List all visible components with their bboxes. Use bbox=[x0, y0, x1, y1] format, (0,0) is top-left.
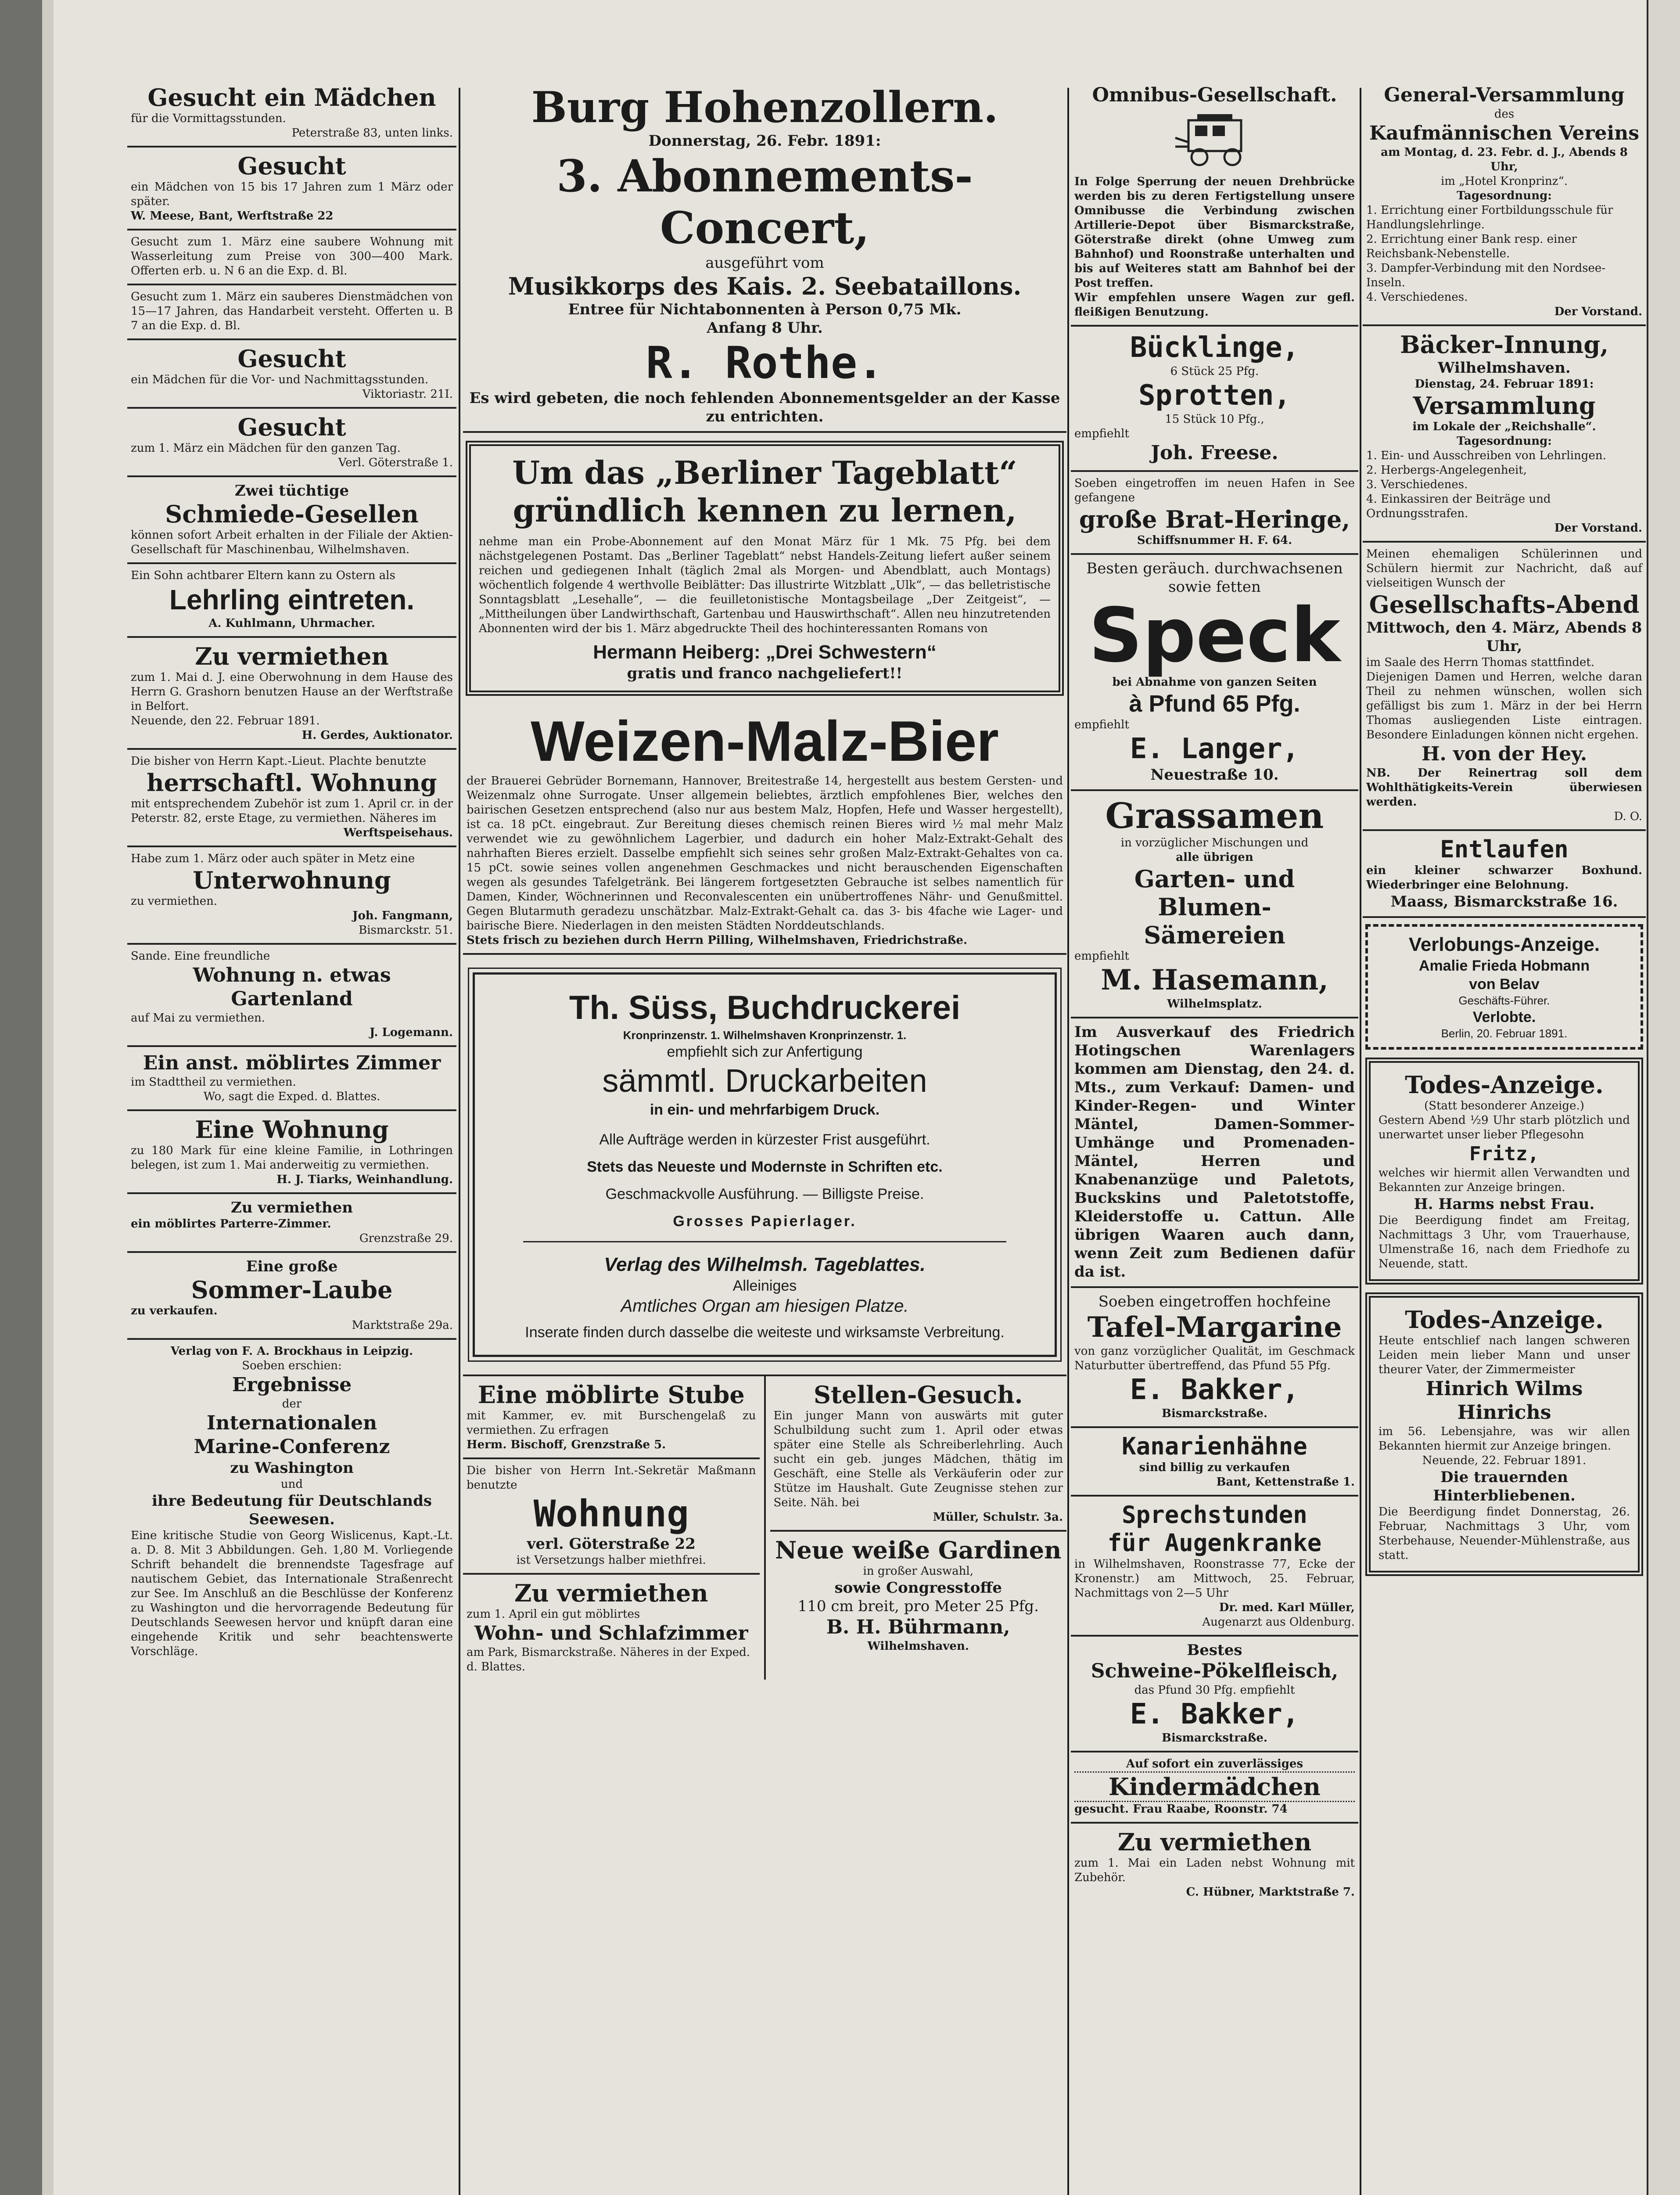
ad-signature: H. Gerdes, Auktionator. bbox=[302, 729, 453, 742]
ad-text: im Lokale der „Reichshalle“. bbox=[1412, 420, 1596, 433]
ad-text: Die bisher von Herrn Int.-Sekretär Maßmann benutzte bbox=[467, 1464, 756, 1492]
ad-signature: Joh. Freese. bbox=[1151, 442, 1278, 464]
ad-text: sowie Congresstoffe bbox=[834, 1579, 1002, 1597]
ad-kicker: Zwei tüchtige bbox=[234, 482, 349, 500]
ad-text: Habe zum 1. März oder auch später in Metz eine bbox=[131, 852, 415, 865]
bottom-left bbox=[463, 1376, 766, 1680]
ad-title: Sprechstunden bbox=[1122, 1501, 1307, 1529]
ad-parterre-zimmer bbox=[127, 1194, 456, 1253]
ad-text: Ein junger Mann von auswärts mit guter Schulbildung sucht zum 1. April oder etwas später eine Stelle als Schreiberlehrling. Auch sucht ein geb. junges Mädchen, thätig im Geschäft, eine Stelle als Verkäuferin oder zur Stütze im Haushalt. Gute Zeugnisse stehen zur Seite. Näh. bei bbox=[773, 1409, 1063, 1509]
ad-address: Grenzstraße 29. bbox=[359, 1232, 453, 1245]
agenda-item: 4. Verschiedenes. bbox=[1366, 291, 1468, 304]
ad-text: nehme man ein Probe-Abonnement auf den Monat März für 1 Mk. 75 Pfg. bei dem nächstgelegenen Postamt. Das „Berliner Tageblatt“ nebst Handels-Zeitung liefert außer seinem reichen und gediegenen Inhalt (täglich 2mal als Morgen- und Abendblatt, auch Montags) wöchentlich folgende 4 werthvolle Beiblätter: Das illustrirte Witzblatt „Ulk“, — das belletristische Sonntagsblatt „Lesehalle“, — die feuilletonistische Montagsbeilage „Der Zeitgeist“, — „Mittheilungen über Landwirthschaft, Gartenbau und Hauswirthschaft“. Allen neu hinzutretenden Abonnenten wird der bis 1. März abgedruckte Theil des hochinteressanten Romans von bbox=[479, 535, 1051, 635]
ad-title: Verlobungs-Anzeige. bbox=[1408, 934, 1600, 955]
ad-text: Inserate finden durch dasselbe die weiteste und wirksamste Verbreitung. bbox=[525, 1324, 1005, 1341]
ad-gesucht-3 bbox=[127, 340, 456, 409]
ad-title: Gesucht bbox=[237, 152, 346, 180]
ad-entlaufen bbox=[1363, 831, 1646, 918]
ad-text: Auf sofort ein zuverlässiges bbox=[1126, 1757, 1303, 1770]
ad-name: Fritz, bbox=[1469, 1143, 1539, 1165]
ad-title: Schweine-Pökelfleisch, bbox=[1091, 1660, 1339, 1682]
ad-title: Unterwohnung bbox=[193, 866, 391, 894]
ad-text: In Folge Sperrung der neuen Drehbrücke werden bis zu deren Fertigstellung unsere Omnibusse die Verbindung zwischen Artillerie-Depot über Bismarckstraße, Göterstraße direkt (ohne Umweg zum Bahnhof) und Roonstraße unterhalten und bis auf Weiteres statt am Bahnhof bei der Post treffen. bbox=[1074, 175, 1355, 290]
ad-signature: E. Bakker, bbox=[1130, 1698, 1299, 1731]
ad-date: Mittwoch, den 4. März, Abends 8 Uhr, bbox=[1366, 619, 1642, 655]
ad-grassamen bbox=[1071, 791, 1358, 1018]
ad-price: 6 Stück 25 Pfg. bbox=[1170, 365, 1259, 378]
ad-text: zum 1. März ein Mädchen für den ganzen Tag. bbox=[131, 442, 401, 455]
ad-augenkranke bbox=[1071, 1497, 1358, 1637]
ad-address: Viktoriastr. 21I. bbox=[362, 388, 453, 401]
ad-text: Gesucht zum 1. März ein sauberes Dienstmädchen von 15—17 Jahren, das Handarbeit versteht. Offerten u. B 7 an die Exp. d. Bl. bbox=[131, 290, 453, 332]
ad-text: des bbox=[1494, 108, 1515, 121]
ad-text: Gestern Abend ½9 Uhr starb plötzlich und unerwartet unser lieber Pflegesohn bbox=[1378, 1114, 1630, 1141]
ad-title: Wohnung bbox=[533, 1492, 689, 1535]
ad-text: empfiehlt bbox=[1074, 950, 1129, 963]
ad-herrschaftl-wohnung bbox=[127, 750, 456, 847]
ad-address: verl. Göterstraße 22 bbox=[527, 1535, 696, 1553]
ad-wohnung-goeker bbox=[463, 1459, 760, 1575]
ad-kindermaedchen bbox=[1071, 1752, 1358, 1824]
ad-text: ausgeführt vom bbox=[705, 254, 824, 272]
ad-title: Zu vermiethen bbox=[514, 1579, 708, 1607]
ad-text: und bbox=[280, 1478, 303, 1491]
ad-title: Entlaufen bbox=[1440, 835, 1569, 863]
ad-signature: Der Vorstand. bbox=[1554, 522, 1642, 535]
ad-address: Bismarckstraße. bbox=[1162, 1731, 1267, 1745]
ad-signature: E. Langer, bbox=[1130, 733, 1299, 765]
ad-text: Schiffsnummer H. F. 64. bbox=[1137, 534, 1292, 547]
ad-text: welches wir hiermit allen Verwandten und Bekannten zur Anzeige bringen. bbox=[1378, 1166, 1630, 1194]
ad-title: Sommer-Laube bbox=[191, 1276, 393, 1304]
ad-text: empfiehlt sich zur Anfertigung bbox=[667, 1044, 863, 1060]
ad-text: Tagesordnung: bbox=[1457, 435, 1552, 448]
ad-title: Schmiede-Gesellen bbox=[165, 500, 419, 528]
ad-text: Wilhelmshaven. bbox=[1438, 359, 1571, 377]
ad-moeblirte-stube bbox=[463, 1376, 760, 1459]
ad-signature: C. Hübner, Marktstraße 7. bbox=[1186, 1886, 1355, 1899]
bottom-split bbox=[463, 1375, 1066, 1680]
ad-text: zum 1. Mai d. J. eine Oberwohnung in dem Hause des Herrn G. Grashorn benutzen Hause an der Werftstraße in Belfort. bbox=[131, 671, 453, 713]
ad-title: General-Versammlung bbox=[1384, 84, 1625, 106]
ad-address: am Park, Bismarckstraße. Näheres in der Exped. d. Blattes. bbox=[467, 1646, 750, 1673]
ad-signature: M. Hasemann, bbox=[1101, 964, 1328, 997]
ad-wohnung-gesucht bbox=[127, 230, 456, 285]
column-rule bbox=[1067, 88, 1069, 2195]
ad-title: Gesucht bbox=[237, 413, 346, 441]
ad-text: Geschmackvolle Ausführung. — Billigste Preise. bbox=[605, 1186, 924, 1202]
ad-signature: Joh. Fangmann, bbox=[352, 909, 453, 922]
ad-address: Wilhelmsplatz. bbox=[1167, 997, 1262, 1011]
ad-signature: W. Meese, Bant, Werftstraße 22 bbox=[131, 209, 334, 223]
ad-signature: B. H. Bührmann, bbox=[826, 1616, 1010, 1638]
ad-kanarienhaehne bbox=[1071, 1428, 1358, 1497]
ad-date: Neuende, 22. Februar 1891. bbox=[1422, 1454, 1587, 1467]
ad-address: Augenarzt aus Oldenburg. bbox=[1202, 1616, 1355, 1629]
ad-signature: Dr. med. Karl Müller, bbox=[1219, 1601, 1355, 1614]
ad-unterwohnung bbox=[127, 847, 456, 945]
ad-title: für Augenkranke bbox=[1107, 1529, 1322, 1557]
ad-text: Wir empfehlen unsere Wagen zur gefl. fleißigen Benutzung. bbox=[1074, 291, 1355, 319]
ad-general-versammlung bbox=[1363, 79, 1646, 326]
ad-brat-heringe bbox=[1071, 472, 1358, 555]
ad-text: für die Vormittagsstunden. bbox=[131, 112, 286, 125]
ad-title: 3. Abonnements-Concert, bbox=[556, 150, 973, 254]
ad-gesucht-4 bbox=[127, 409, 456, 477]
ad-title: Gesucht bbox=[237, 345, 346, 373]
ad-text: Grosses Papierlager. bbox=[673, 1213, 857, 1230]
ad-zu-vermiethen-2 bbox=[463, 1575, 760, 1680]
ad-text: in ein- und mehrfarbigem Druck. bbox=[650, 1101, 880, 1118]
ad-margarine bbox=[1071, 1288, 1358, 1428]
ad-text: ist Versetzungs halber miethfrei. bbox=[516, 1554, 706, 1567]
ad-todes-anzeige-2 bbox=[1365, 1292, 1643, 1576]
ad-address: Bant, Kettenstraße 1. bbox=[1216, 1475, 1355, 1489]
ad-date: Donnerstag, 26. Febr. 1891: bbox=[648, 132, 881, 150]
ad-title: Todes-Anzeige. bbox=[1405, 1306, 1604, 1334]
ad-address: Wilhelmshaven. bbox=[867, 1640, 969, 1653]
ad-title: ihre Bedeutung für Deutschlands Seewesen. bbox=[151, 1492, 432, 1528]
ad-name: von Belav bbox=[1469, 976, 1540, 993]
ad-gesellschafts-abend bbox=[1363, 543, 1646, 831]
ad-title: Bäcker-Innung, bbox=[1400, 331, 1608, 359]
ad-title: Kanarienhähne bbox=[1122, 1432, 1307, 1460]
ad-title: herrschaftl. Wohnung bbox=[147, 769, 437, 797]
ad-signature: R. Rothe. bbox=[646, 337, 884, 389]
ad-signature: A. Kuhlmann, Uhrmacher. bbox=[208, 617, 375, 630]
ad-title: Kaufmännischen Vereins bbox=[1369, 122, 1640, 144]
ad-zimmer bbox=[127, 1047, 456, 1111]
ad-text: Die Beerdigung findet Donnerstag, 26. Februar, Nachmittags 3 Uhr, vom Sterbehause, Neuender-Mühlenstraße, aus statt. bbox=[1378, 1505, 1630, 1562]
next-page-edge bbox=[1647, 0, 1680, 2195]
ad-text: im 56. Lebensjahre, was wir allen Bekannten hiermit zur Anzeige bringen. bbox=[1378, 1425, 1630, 1453]
ad-title: Ein anst. möblirtes Zimmer bbox=[143, 1052, 441, 1074]
ad-text: (Statt besonderer Anzeige.) bbox=[1424, 1099, 1584, 1112]
ad-signature: H. J. Tiarks, Weinhandlung. bbox=[276, 1173, 453, 1186]
ad-title: Bücklinge, bbox=[1130, 331, 1299, 364]
ad-title: Grassamen bbox=[1105, 795, 1324, 836]
ad-signature: H. Harms nebst Frau. bbox=[1414, 1195, 1595, 1213]
ad-title: Speck bbox=[1088, 592, 1341, 679]
ad-title: Garten- und Blumen- bbox=[1134, 865, 1295, 921]
ad-signature: H. von der Hey. bbox=[1421, 743, 1587, 765]
ad-text: Im Ausverkauf des Friedrich Hotingschen Warenlagers kommen am Dienstag, den 24. d. Mts., zum Verkauf: Damen- und Kinder-Regen- und Winter Mäntel, Damen-Sommer-Umhänge und Promenaden-Mäntel, Herren und Knabenanzüge und Paletots, Buckskins und Paletotstoffe, Kleiderstoffe u. Cattun. Alle übrigen Waaren auch dann, wenn Zeit zum Bedienen dafür da ist. bbox=[1074, 1023, 1355, 1281]
ad-text: Stets frisch zu beziehen durch Herrn Pilling, Wilhelmshaven, Friedrichstraße. bbox=[467, 934, 968, 947]
agenda-item: 3. Dampfer-Verbindung mit den Nordsee-Inseln. bbox=[1366, 262, 1606, 289]
ad-text: bei Abnahme von ganzen Seiten bbox=[1112, 676, 1317, 689]
ad-text: Heute entschlief nach langen schweren Leiden mein lieber Mann und unser theurer Vater, der Zimmermeister bbox=[1378, 1334, 1630, 1376]
ad-text: Es wird gebeten, die noch fehlenden Abonnementsgelder an der Kasse zu entrichten. bbox=[469, 389, 1060, 425]
ad-signature: D. O. bbox=[1614, 810, 1642, 823]
column-1 bbox=[127, 79, 456, 2195]
ad-buecklinge bbox=[1071, 327, 1358, 472]
ad-text: sind billig zu verkaufen bbox=[1139, 1461, 1290, 1474]
ad-schmiede bbox=[127, 477, 456, 564]
ad-signature: Werftspeisehaus. bbox=[343, 826, 453, 839]
ad-text: Eine kritische Studie von Georg Wislicenus, Kapt.-Lt. a. D. 8. Mit 3 Abbildungen. Geh. 1,80 M. Vorliegende Schrift behandelt die brennendste Tagesfrage auf nautischem Gebiet, das Internationale Straßenrecht zur See. Im Anschluß an die Beschlüsse der Konferenz zu Washington und die hervorragende Bedeutung für Deutschlands Seewesen hervor und knüpft daran eine eingehende Kritik und sehr beachtenswerte Vorschläge. bbox=[131, 1529, 453, 1658]
ad-title: Wohnung n. etwas Gartenland bbox=[193, 964, 391, 1010]
ad-text: ein Mädchen von 15 bis 17 Jahren zum 1 März oder später. bbox=[131, 180, 453, 208]
ad-title: Zu vermiethen bbox=[1117, 1828, 1312, 1856]
agenda-item: 3. Verschiedenes. bbox=[1366, 478, 1468, 491]
column-3 bbox=[1071, 79, 1358, 2195]
ad-gesucht-maedchen bbox=[127, 79, 456, 148]
ad-text: Verlobte. bbox=[1472, 1009, 1536, 1026]
ad-signature: J. Logemann. bbox=[370, 1026, 453, 1039]
ad-title: gründlich kennen zu lernen, bbox=[513, 492, 1017, 529]
ad-text: Soeben eingetroffen im neuen Hafen in See gefangene bbox=[1074, 477, 1355, 504]
ad-title: Tafel-Margarine bbox=[1087, 1311, 1342, 1344]
ad-address: Peterstraße 83, unten links. bbox=[291, 126, 453, 140]
ad-sommerlaube bbox=[127, 1253, 456, 1340]
omnibus-carriage-icon bbox=[1074, 112, 1355, 170]
ad-text: in vorzüglicher Mischungen und bbox=[1120, 836, 1309, 849]
ad-suess-buchdruckerei bbox=[473, 972, 1057, 1357]
ad-title: Ergebnisse bbox=[232, 1374, 352, 1396]
ad-name: Amalie Frieda Hobmann bbox=[1418, 957, 1590, 974]
ad-title: Neue weiße Gardinen bbox=[775, 1536, 1062, 1564]
ad-title: Stellen-Gesuch. bbox=[814, 1381, 1023, 1409]
ad-address: Bismarckstr. 51. bbox=[359, 924, 453, 937]
ad-date: Neuende, den 22. Februar 1891. bbox=[131, 714, 320, 727]
ad-text: mit entsprechendem Zubehör ist zum 1. April cr. in der Peterstr. 82, erste Etage, zu vermiethen. Näheres im bbox=[131, 797, 453, 825]
column-rule bbox=[459, 88, 460, 2195]
ad-text: im Saale des Herrn Thomas stattfindet. bbox=[1366, 656, 1595, 669]
ad-title: Gesucht ein Mädchen bbox=[147, 83, 436, 112]
ad-text: mit Kammer, ev. mit Burschengelaß zu vermiethen. Zu erfragen bbox=[467, 1409, 756, 1437]
ad-text: der bbox=[282, 1397, 302, 1411]
ad-text: Alle Aufträge werden in kürzester Frist ausgeführt. bbox=[599, 1131, 930, 1148]
ad-title: Um das „Berliner Tageblatt“ bbox=[512, 454, 1017, 491]
ad-text: im „Hotel Kronprinz“. bbox=[1440, 175, 1568, 188]
ad-text: von ganz vorzüglicher Qualität, im Geschmack Naturbutter übertreffend, das Pfund 55 Pfg. bbox=[1074, 1345, 1355, 1372]
ad-date: am Montag, d. 23. Febr. d. J., Abends 8 Uhr, bbox=[1381, 146, 1628, 173]
ad-gesucht-2 bbox=[127, 148, 456, 230]
ad-text: Amtliches Organ am hiesigen Platze. bbox=[621, 1296, 909, 1316]
divider bbox=[523, 1241, 1006, 1242]
ad-text: gesucht. Frau Raabe, Roonstr. 74 bbox=[1074, 1803, 1288, 1816]
ad-text: können sofort Arbeit erhalten in der Filiale der Aktien-Gesellschaft für Maschinenbau, Wilhelmshaven. bbox=[131, 529, 453, 556]
ad-text: zu verkaufen. bbox=[131, 1304, 218, 1317]
ad-eine-wohnung bbox=[127, 1111, 456, 1194]
ad-price: à Pfund 65 Pfg. bbox=[1129, 691, 1300, 717]
ad-todes-anzeige-1 bbox=[1365, 1058, 1643, 1285]
ad-text: Entree für Nichtabonnenten à Person 0,75 Mk. bbox=[568, 301, 962, 318]
ad-title: Sprotten, bbox=[1138, 379, 1291, 412]
ad-title: Kindermädchen bbox=[1074, 1771, 1355, 1802]
column-4 bbox=[1363, 79, 1646, 2195]
ad-title: Eine möblirte Stube bbox=[477, 1381, 745, 1409]
ad-text: in Wilhelmshaven, Roonstrasse 77, Ecke der Kronenstr.) am Mittwoch, 25. Februar, Nachmittags von 2—5 Uhr bbox=[1074, 1558, 1355, 1600]
ad-signature: Der Vorstand. bbox=[1554, 305, 1642, 318]
ad-title: Th. Süss, Buchdruckerei bbox=[569, 989, 961, 1026]
ad-title: Omnibus-Gesellschaft. bbox=[1092, 84, 1337, 106]
ad-text: gratis und franco nachgeliefert!! bbox=[627, 665, 903, 682]
ad-kicker: Verlag von F. A. Brockhaus in Leipzig. bbox=[170, 1345, 413, 1358]
ad-title: Verlag des Wilhelmsh. Tageblattes. bbox=[604, 1254, 926, 1275]
ad-lehrling bbox=[127, 564, 456, 638]
ad-text: empfiehlt bbox=[1074, 718, 1129, 731]
ad-signature: E. Bakker, bbox=[1130, 1374, 1299, 1406]
ad-title: Musikkorps des Kais. 2. Seebataillons. bbox=[508, 272, 1022, 300]
ad-text: Bestes bbox=[1187, 1641, 1242, 1659]
agenda-item: 4. Einkassiren der Beiträge und Ordnungsstrafen. bbox=[1366, 493, 1551, 520]
bottom-right bbox=[766, 1376, 1067, 1680]
ad-text: Gesucht zum 1. März eine saubere Wohnung mit Wasserleitung zum Preise von 300—400 Mark. Offerten erb. u. N 6 an die Exp. d. Bl. bbox=[131, 235, 453, 277]
agenda-item: 1. Errichtung einer Fortbildungsschule für Handlungslehrlinge. bbox=[1366, 204, 1613, 231]
ad-text: ein kleiner schwarzer Boxhund. Wiederbringer eine Belohnung. bbox=[1366, 864, 1642, 892]
ad-price: 110 cm breit, pro Meter 25 Pfg. bbox=[797, 1598, 1039, 1615]
ad-text: in großer Auswahl, bbox=[863, 1565, 973, 1578]
ad-weizen-malz-bier bbox=[463, 704, 1066, 955]
agenda-item: 1. Ein- und Ausschreiben von Lehrlingen. bbox=[1366, 449, 1606, 462]
ad-dienstmaedchen bbox=[127, 285, 456, 340]
ad-text: ein Mädchen für die Vor- und Nachmittagsstunden. bbox=[131, 373, 429, 386]
ad-text: Anfang 8 Uhr. bbox=[707, 319, 823, 337]
ad-laden bbox=[1071, 1824, 1358, 1905]
ad-kicker: Eine große bbox=[246, 1258, 338, 1275]
ad-title: Versammlung bbox=[1413, 392, 1596, 420]
ad-speck bbox=[1071, 555, 1358, 791]
ad-concert bbox=[463, 79, 1066, 433]
ad-address: Marktstraße 29a. bbox=[352, 1319, 453, 1332]
ad-text: Stets das Neueste und Modernste in Schriften etc. bbox=[587, 1159, 943, 1175]
ad-ausverkauf bbox=[1071, 1018, 1358, 1288]
ad-title: große Brat-Heringe, bbox=[1079, 505, 1350, 533]
ad-text: Diejenigen Damen und Herren, welche daran Theil zu nehmen wünschen, wollen sich gefälligst bis zum 1. März in der bei Herrn Thomas ausliegenden Liste eintragen. Besondere Einladungen können nicht ergehen. bbox=[1366, 670, 1642, 741]
ad-text: Die bisher von Herrn Kapt.-Lieut. Plachte benutzte bbox=[131, 755, 427, 768]
ad-text: auf Mai zu vermiethen. bbox=[131, 1011, 265, 1025]
ad-text: Besten geräuch. durchwachsenen sowie fetten bbox=[1086, 560, 1343, 596]
ad-text: Soeben eingetroffen hochfeine bbox=[1098, 1293, 1331, 1310]
ad-price: 15 Stück 10 Pfg., bbox=[1165, 413, 1264, 426]
ad-title: Wohn- und Schlafzimmer bbox=[474, 1622, 748, 1644]
ad-text: zu 180 Mark für eine kleine Familie, in Lothringen belegen, ist zum 1. Mai anderweitig zu vermiethen. bbox=[131, 1144, 453, 1172]
ad-stellen-gesuch bbox=[770, 1376, 1067, 1532]
ad-berliner-tageblatt bbox=[466, 441, 1064, 696]
ad-poekelfleisch bbox=[1071, 1637, 1358, 1752]
ad-omnibus bbox=[1071, 79, 1358, 327]
ad-title: Lehrling eintreten. bbox=[169, 584, 415, 615]
ad-name: Hinrich Wilms Hinrichs bbox=[1425, 1378, 1583, 1424]
ad-signature: Die trauernden Hinterbliebenen. bbox=[1433, 1468, 1576, 1504]
ad-address: Neuestraße 10. bbox=[1150, 766, 1279, 784]
column-2 bbox=[463, 79, 1066, 2195]
ad-text: Tagesordnung: bbox=[1457, 189, 1552, 202]
ad-title: sämmtl. Druckarbeiten bbox=[602, 1062, 927, 1099]
ad-title: Burg Hohenzollern. bbox=[531, 83, 998, 132]
ad-address: Kronprinzenstr. 1. Wilhelmshaven Kronprinzenstr. 1. bbox=[623, 1029, 907, 1042]
ad-text: zum 1. April ein gut möblirtes bbox=[467, 1608, 640, 1621]
ad-title: Internationalen bbox=[206, 1412, 377, 1434]
ad-gardinen bbox=[770, 1532, 1067, 1659]
ad-text: zum 1. Mai ein Laden nebst Wohnung mit Zubehör. bbox=[1074, 1857, 1355, 1884]
ad-signature: Müller, Schulstr. 3a. bbox=[933, 1511, 1063, 1524]
ad-title: Zu vermiethen bbox=[195, 642, 389, 670]
ad-zu-vermiethen-1 bbox=[127, 638, 456, 750]
ad-title: Weizen-Malz-Bier bbox=[531, 709, 999, 773]
ad-text: der Brauerei Gebrüder Bornemann, Hannover, Breitestraße 14, hergestellt aus bestem Gersten- und Weizenmalz ohne Surrogate. Unser allgemein beliebtes, ärztlich empfohlenes Bier, welches den bairischen Gesetzen entsprechend (also nur aus bestem Malz, Hopfen, Hefe und Wasser hergestellt), ist ca. 18 pCt. eingebraut. Zur Bereitung dieses chemisch reinen Bieres wird ½ mal mehr Malz verwendet wie zu gewöhnlichem Lagerbier, und dadurch ein hoher Malz-Extrakt-Gehalt des nahrhaften Bieres erzielt. Dasselbe empfiehlt sich seines sehr großen Malz-Extrakt-Gehaltes von ca. 15 pCt. sowie seines vollen angenehmen Geschmackes und nicht berauschenden Eigenschaften wegen als gesundes Tafelgetränk. Bei längerem fortgesetzten Gebrauche ist selbes namentlich für Damen, Kinder, Wöchnerinnen und Reconvalescenten ein unübertroffenes Nähr- und Genußmittel. Gegen Blutarmuth geradezu unschätzbar. Malz-Extrakt-Gehalt ca. das 3- bis 4fache wie Lager- und bairische Biere. Niederlagen in den meisten Städten Norddeutschlands. bbox=[467, 774, 1063, 932]
ad-text: alle übrigen bbox=[1176, 851, 1253, 864]
ad-gartenland bbox=[127, 945, 456, 1047]
ad-title: Zu vermiethen bbox=[231, 1199, 353, 1216]
ad-text: NB. Der Reinertrag soll dem Wohlthätigkeits-Verein überwiesen werden. bbox=[1366, 766, 1642, 809]
ad-address: Verl. Göterstraße 1. bbox=[338, 456, 453, 469]
agenda-item: 2. Errichtung einer Bank resp. einer Reichsbank-Nebenstelle. bbox=[1366, 233, 1577, 260]
ad-text: ein möblirtes Parterre-Zimmer. bbox=[131, 1217, 331, 1231]
ad-title: Marine-Conferenz bbox=[194, 1436, 390, 1458]
ad-text: Ein Sohn achtbarer Eltern kann zu Ostern als bbox=[131, 569, 395, 582]
ad-text: Die Beerdigung findet am Freitag, Nachmittags 3 Uhr, vom Trauerhause, Ulmenstraße 16, nach dem Friedhofe zu Neuende, statt. bbox=[1378, 1214, 1630, 1270]
ad-signature: Herm. Bischoff, Grenzstraße 5. bbox=[467, 1438, 666, 1451]
ad-text: Meinen ehemaligen Schülerinnen und Schülern hiermit zur Nachricht, daß auf vielseitigen Wunsch der bbox=[1366, 547, 1642, 590]
ad-text: Soeben erschien: bbox=[242, 1359, 342, 1372]
ad-title: Gesellschafts-Abend bbox=[1369, 590, 1640, 619]
ad-title: Sämereien bbox=[1144, 921, 1285, 949]
column-rule bbox=[1360, 88, 1361, 2195]
ad-text: empfiehlt bbox=[1074, 427, 1129, 440]
ad-signature: Maass, Bismarckstraße 16. bbox=[1390, 893, 1618, 910]
ad-date: Berlin, 20. Februar 1891. bbox=[1441, 1027, 1568, 1040]
ad-address: Bismarckstraße. bbox=[1162, 1407, 1267, 1420]
ad-date: Dienstag, 24. Februar 1891: bbox=[1414, 378, 1594, 391]
ad-baecker-innung bbox=[1363, 326, 1646, 543]
ad-address: Wo, sagt die Exped. d. Blattes. bbox=[203, 1090, 381, 1103]
agenda-item: 2. Herbergs-Angelegenheit, bbox=[1366, 464, 1527, 477]
ad-text: Sande. Eine freundliche bbox=[131, 950, 270, 963]
ad-text: Alleiniges bbox=[732, 1277, 797, 1294]
ad-text: das Pfund 30 Pfg. empfiehlt bbox=[1134, 1684, 1295, 1697]
ad-text: Geschäfts-Führer. bbox=[1458, 994, 1550, 1007]
ad-text: zu vermiethen. bbox=[131, 895, 218, 908]
ad-title: zu Washington bbox=[230, 1459, 354, 1477]
ad-title: Todes-Anzeige. bbox=[1405, 1071, 1604, 1099]
ad-verlobung bbox=[1365, 924, 1643, 1050]
ad-text: im Stadttheil zu vermiethen. bbox=[131, 1076, 296, 1089]
ad-brockhaus bbox=[127, 1340, 456, 1664]
ad-title: Hermann Heiberg: „Drei Schwestern“ bbox=[593, 641, 937, 663]
ad-title: Eine Wohnung bbox=[195, 1115, 389, 1144]
